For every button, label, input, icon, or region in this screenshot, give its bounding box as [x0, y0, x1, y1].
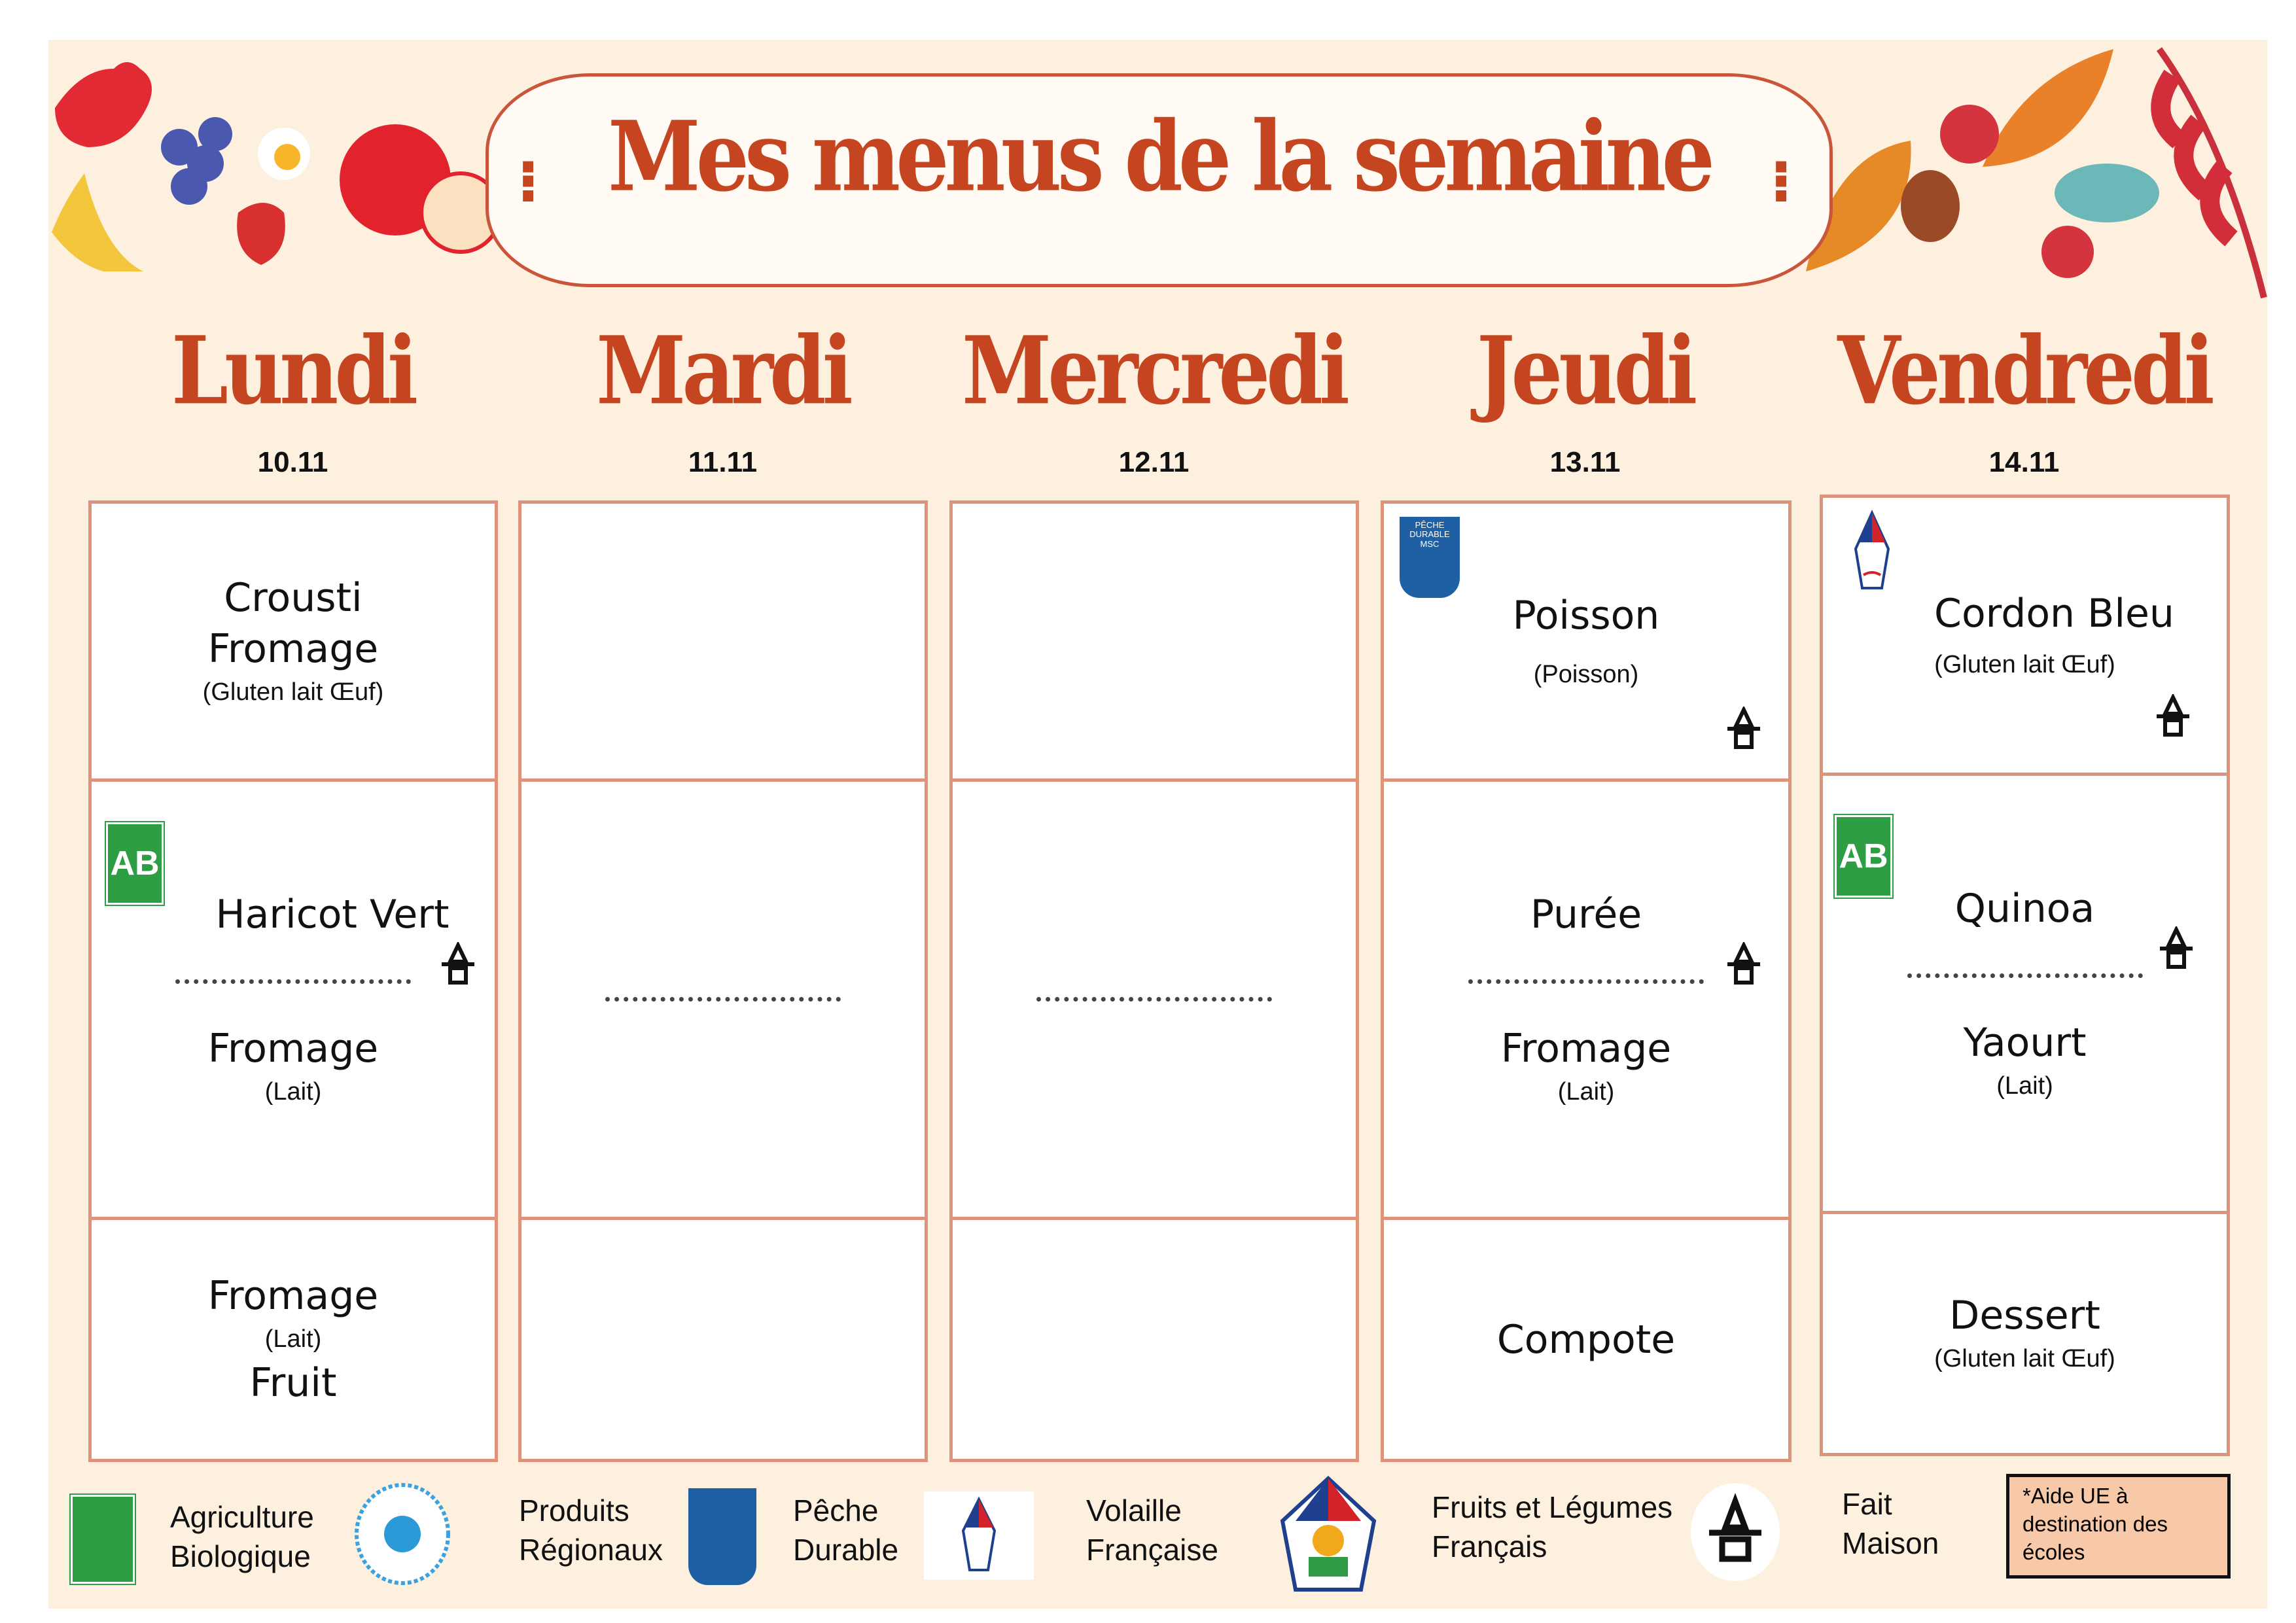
dish-name: Crousti Fromage	[207, 574, 379, 672]
msc-sustainable-fishing-logo-icon: PÊCHE DURABLE MSC	[1400, 517, 1460, 598]
date-thursday: 13.11	[1549, 446, 1621, 478]
dish-name: Purée	[1530, 891, 1642, 937]
day-name-tuesday: Mardi	[596, 317, 849, 426]
legend-homemade: Fait Maison	[1842, 1487, 1939, 1560]
menu-cell-tuesday-starter	[518, 500, 928, 782]
date-tuesday: 11.11	[688, 446, 758, 478]
homemade-icon	[2153, 694, 2193, 740]
allergen-text: (Lait)	[1557, 1077, 1615, 1106]
msc-legend-logo-icon	[688, 1488, 756, 1585]
menu-cell-wednesday-starter	[949, 500, 1359, 782]
dish-name: Dessert	[1949, 1293, 2100, 1338]
dish-name: Fromage	[1500, 1025, 1672, 1072]
dish-name: Haricot Vert	[215, 891, 450, 937]
allergen-text: (Lait)	[264, 1077, 322, 1106]
date-monday: 10.11	[257, 446, 328, 478]
dish-name: Fruit	[249, 1360, 337, 1406]
day-name-friday: Vendredi	[1837, 317, 2211, 426]
dish-name: Yaourt	[1963, 1019, 2087, 1066]
eu-aid-note: *Aide UE à destination des écoles	[2006, 1474, 2231, 1579]
dish-name: Quinoa	[1954, 885, 2095, 932]
homemade-legend-icon	[1689, 1482, 1781, 1583]
homemade-icon	[1724, 707, 1763, 752]
allergen-text: (Gluten lait Œuf)	[202, 678, 384, 706]
region-du-gout-logo-icon	[353, 1482, 451, 1586]
menu-cell-friday-starter	[1820, 495, 2230, 776]
date-friday: 14.11	[1988, 446, 2060, 478]
day-name-monday: Lundi	[171, 317, 415, 426]
dish-name: Cordon Bleu	[1934, 590, 2174, 637]
separator	[175, 979, 411, 984]
separator	[1907, 973, 2143, 978]
legend-organic: Agriculture Biologique	[170, 1500, 314, 1573]
organic-ab-logo-icon: AB	[106, 822, 164, 905]
allergen-text: (Gluten lait Œuf)	[1934, 1345, 2115, 1372]
menu-cell-friday-main	[1820, 773, 2230, 1214]
allergen-text: (Lait)	[264, 1325, 322, 1353]
legend-french-poultry: Volaille Française	[1086, 1493, 1218, 1567]
menu-cell-monday-dessert	[88, 1217, 498, 1462]
menu-cell-tuesday-main	[518, 778, 928, 1220]
day-name-thursday: Jeudi	[1476, 317, 1694, 426]
menu-cell-thursday-starter	[1381, 500, 1792, 782]
homemade-icon	[1724, 942, 1763, 988]
legend-sustainable-fishing: Pêche Durable	[793, 1493, 899, 1567]
title-ornament-left: ⁝	[517, 147, 540, 216]
dish-name: Compote	[1496, 1316, 1676, 1363]
menu-cell-monday-main	[88, 778, 498, 1220]
viandes-de-france-legend-logo-icon	[924, 1492, 1034, 1580]
dish-name: Fromage	[207, 1273, 379, 1319]
menu-cell-wednesday-dessert	[949, 1217, 1359, 1462]
legend-regional: Produits Régionaux	[519, 1493, 663, 1567]
legend-french-produce: Fruits et Légumes Français	[1432, 1490, 1673, 1563]
dish-name: Poisson	[1512, 592, 1660, 638]
fruits-legumes-de-france-logo-icon	[1269, 1475, 1387, 1596]
menu-cell-friday-dessert	[1820, 1211, 2230, 1456]
allergen-text: (Gluten lait Œuf)	[1934, 650, 2115, 678]
menu-cell-thursday-main	[1381, 778, 1792, 1220]
separator	[1468, 979, 1704, 984]
dish-name: Fromage	[207, 1025, 379, 1072]
date-wednesday: 12.11	[1118, 446, 1190, 478]
autumn-leaves-decoration	[1767, 36, 2277, 363]
allergen-text: (Poisson)	[1533, 660, 1639, 688]
homemade-icon	[438, 942, 478, 988]
day-name-wednesday: Mercredi	[961, 317, 1346, 426]
separator	[605, 997, 841, 1002]
allergen-text: (Lait)	[1996, 1072, 2053, 1100]
title-ornament-right: ⁝	[1770, 147, 1793, 216]
organic-ab-legend-logo-icon	[71, 1495, 135, 1584]
viandes-de-france-logo-icon	[1843, 510, 1901, 595]
food-decoration-left	[48, 36, 506, 271]
menu-cell-tuesday-dessert	[518, 1217, 928, 1462]
homemade-icon	[2157, 926, 2196, 972]
menu-cell-monday-starter	[88, 500, 498, 782]
menu-cell-thursday-dessert	[1381, 1217, 1792, 1462]
page-title: Mes menus de la semaine	[608, 100, 1710, 214]
menu-cell-wednesday-main	[949, 778, 1359, 1220]
organic-ab-logo-icon: AB	[1835, 815, 1892, 898]
separator	[1036, 997, 1272, 1002]
